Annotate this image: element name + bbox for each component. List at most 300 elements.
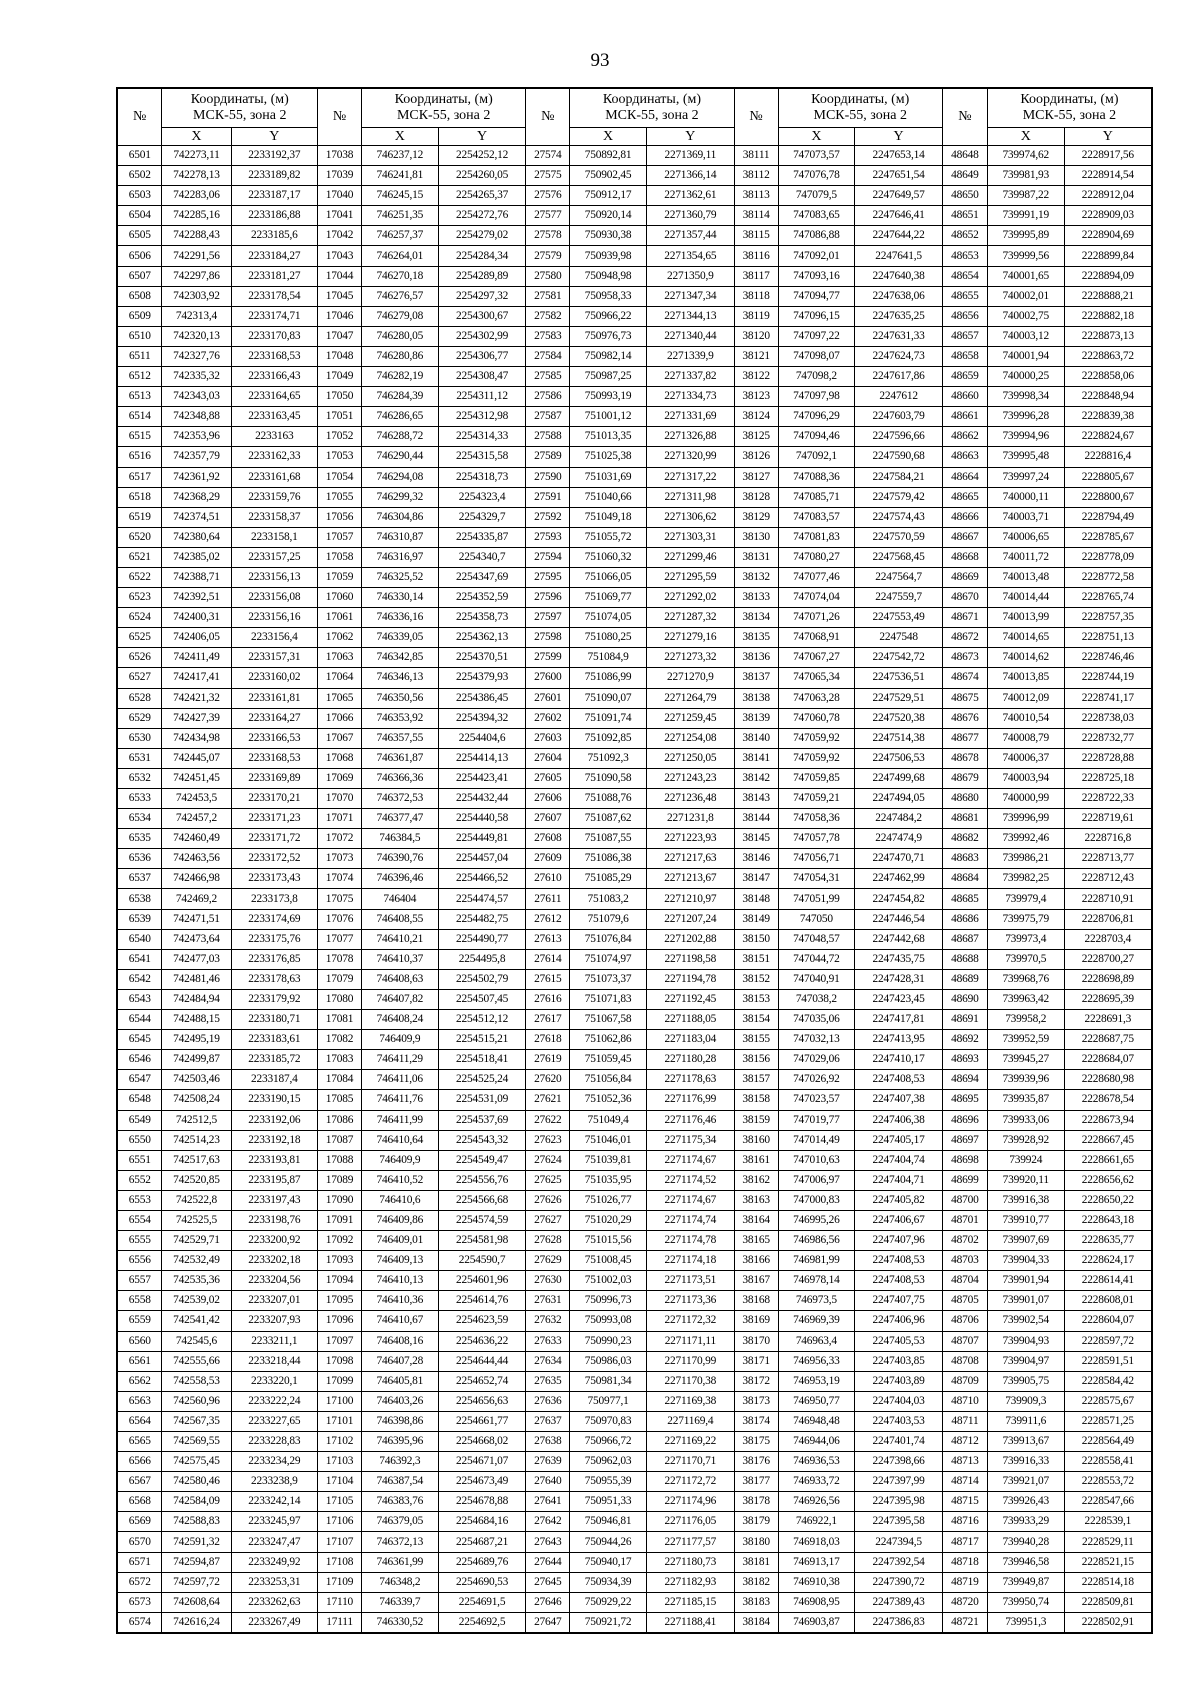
x-coordinate-cell: 739907,69 xyxy=(987,1231,1064,1251)
y-coordinate-cell: 2233164,27 xyxy=(231,708,318,728)
y-coordinate-cell: 2247395,98 xyxy=(855,1492,943,1512)
point-number-cell: 6529 xyxy=(117,708,162,728)
x-coordinate-cell: 742503,46 xyxy=(162,1070,231,1090)
x-coordinate-cell: 746926,56 xyxy=(778,1492,855,1512)
y-coordinate-cell: 2228667,45 xyxy=(1064,1130,1152,1150)
point-number-cell: 6514 xyxy=(117,407,162,427)
y-coordinate-cell: 2233185,6 xyxy=(231,226,318,246)
x-coordinate-cell: 746995,26 xyxy=(778,1210,855,1230)
x-coordinate-cell: 746936,53 xyxy=(778,1452,855,1472)
y-coordinate-cell: 2228547,66 xyxy=(1064,1492,1152,1512)
y-coordinate-cell: 2254386,45 xyxy=(438,688,526,708)
y-coordinate-cell: 2271369,11 xyxy=(646,146,734,166)
x-coordinate-cell: 747051,99 xyxy=(778,889,855,909)
point-number-cell: 48693 xyxy=(942,1050,987,1070)
x-coordinate-cell: 747096,15 xyxy=(778,306,855,326)
point-number-cell: 48669 xyxy=(942,567,987,587)
y-coordinate-cell: 2233166,43 xyxy=(231,367,318,387)
table-row xyxy=(117,507,1152,527)
point-number-cell: 38147 xyxy=(734,869,778,889)
x-coordinate-cell: 746372,53 xyxy=(361,789,438,809)
point-number-cell: 48687 xyxy=(942,929,987,949)
x-coordinate-cell: 751049,18 xyxy=(570,507,647,527)
point-number-cell: 17048 xyxy=(318,346,362,366)
table-header xyxy=(117,88,1152,146)
y-coordinate-cell: 2233197,43 xyxy=(231,1190,318,1210)
y-coordinate-cell: 2247603,79 xyxy=(855,407,943,427)
point-number-cell: 6548 xyxy=(117,1090,162,1110)
point-number-cell: 27575 xyxy=(526,166,570,186)
number-column-header: № xyxy=(318,88,362,146)
x-coordinate-cell: 746944,06 xyxy=(778,1432,855,1452)
x-coordinate-cell: 751040,66 xyxy=(570,487,647,507)
x-coordinate-cell: 740013,48 xyxy=(987,567,1064,587)
y-coordinate-cell: 2228624,17 xyxy=(1064,1251,1152,1271)
point-number-cell: 48699 xyxy=(942,1170,987,1190)
y-coordinate-cell: 2254362,13 xyxy=(438,628,526,648)
x-coordinate-cell: 742471,51 xyxy=(162,909,231,929)
x-coordinate-cell: 746299,32 xyxy=(361,487,438,507)
y-coordinate-cell: 2271357,44 xyxy=(646,226,734,246)
x-coordinate-cell: 750955,39 xyxy=(570,1472,647,1492)
table-row xyxy=(117,728,1152,748)
x-coordinate-cell: 746922,1 xyxy=(778,1512,855,1532)
point-number-cell: 27602 xyxy=(526,708,570,728)
point-number-cell: 38141 xyxy=(734,748,778,768)
point-number-cell: 48706 xyxy=(942,1311,987,1331)
y-coordinate-cell: 2271174,52 xyxy=(646,1170,734,1190)
y-coordinate-cell: 2254252,12 xyxy=(438,146,526,166)
y-column-header: Y xyxy=(855,128,943,146)
x-coordinate-cell: 746377,47 xyxy=(361,809,438,829)
x-coordinate-cell: 739974,62 xyxy=(987,146,1064,166)
table-row xyxy=(117,1452,1152,1472)
x-coordinate-cell: 739999,56 xyxy=(987,246,1064,266)
y-coordinate-cell: 2271311,98 xyxy=(646,487,734,507)
point-number-cell: 17066 xyxy=(318,708,362,728)
point-number-cell: 27592 xyxy=(526,507,570,527)
point-number-cell: 27612 xyxy=(526,909,570,929)
y-coordinate-cell: 2247462,99 xyxy=(855,869,943,889)
x-coordinate-cell: 742421,32 xyxy=(162,688,231,708)
y-coordinate-cell: 2233156,08 xyxy=(231,588,318,608)
x-coordinate-cell: 751071,83 xyxy=(570,989,647,1009)
y-coordinate-cell: 2228732,77 xyxy=(1064,728,1152,748)
y-column-header: Y xyxy=(1064,128,1152,146)
y-coordinate-cell: 2271279,16 xyxy=(646,628,734,648)
x-coordinate-cell: 751090,58 xyxy=(570,768,647,788)
table-row xyxy=(117,1492,1152,1512)
point-number-cell: 27576 xyxy=(526,186,570,206)
x-coordinate-cell: 750930,38 xyxy=(570,226,647,246)
x-coordinate-cell: 739946,58 xyxy=(987,1552,1064,1572)
point-number-cell: 48649 xyxy=(942,166,987,186)
point-number-cell: 6547 xyxy=(117,1070,162,1090)
x-coordinate-cell: 739926,43 xyxy=(987,1492,1064,1512)
x-coordinate-cell: 751046,01 xyxy=(570,1130,647,1150)
y-coordinate-cell: 2247407,75 xyxy=(855,1291,943,1311)
y-coordinate-cell: 2233249,92 xyxy=(231,1552,318,1572)
point-number-cell: 27635 xyxy=(526,1371,570,1391)
point-number-cell: 38133 xyxy=(734,588,778,608)
x-coordinate-cell: 746282,19 xyxy=(361,367,438,387)
y-coordinate-cell: 2271202,88 xyxy=(646,929,734,949)
x-coordinate-cell: 751067,58 xyxy=(570,1010,647,1030)
y-coordinate-cell: 2228713,77 xyxy=(1064,849,1152,869)
point-number-cell: 27610 xyxy=(526,869,570,889)
x-coordinate-cell: 740014,62 xyxy=(987,648,1064,668)
x-coordinate-cell: 742580,46 xyxy=(162,1472,231,1492)
x-coordinate-cell: 742374,51 xyxy=(162,507,231,527)
table-row xyxy=(117,326,1152,346)
point-number-cell: 27627 xyxy=(526,1210,570,1230)
y-coordinate-cell: 2254300,67 xyxy=(438,306,526,326)
y-coordinate-cell: 2228509,81 xyxy=(1064,1592,1152,1612)
y-coordinate-cell: 2233162,33 xyxy=(231,447,318,467)
x-coordinate-cell: 750993,19 xyxy=(570,387,647,407)
y-coordinate-cell: 2271207,24 xyxy=(646,909,734,929)
point-number-cell: 48708 xyxy=(942,1351,987,1371)
point-number-cell: 6564 xyxy=(117,1411,162,1431)
x-coordinate-cell: 746279,08 xyxy=(361,306,438,326)
y-coordinate-cell: 2254556,76 xyxy=(438,1170,526,1190)
point-number-cell: 27589 xyxy=(526,447,570,467)
x-coordinate-cell: 739909,3 xyxy=(987,1391,1064,1411)
y-coordinate-cell: 2254671,07 xyxy=(438,1452,526,1472)
y-coordinate-cell: 2233267,49 xyxy=(231,1612,318,1633)
x-coordinate-cell: 739994,96 xyxy=(987,427,1064,447)
y-coordinate-cell: 2254394,32 xyxy=(438,708,526,728)
x-coordinate-cell: 751083,2 xyxy=(570,889,647,909)
y-coordinate-cell: 2254518,41 xyxy=(438,1050,526,1070)
point-number-cell: 17079 xyxy=(318,969,362,989)
x-coordinate-cell: 746969,39 xyxy=(778,1311,855,1331)
point-number-cell: 38177 xyxy=(734,1472,778,1492)
x-coordinate-cell: 751074,97 xyxy=(570,949,647,969)
y-coordinate-cell: 2228751,13 xyxy=(1064,628,1152,648)
point-number-cell: 48691 xyxy=(942,1010,987,1030)
point-number-cell: 38129 xyxy=(734,507,778,527)
point-number-cell: 27593 xyxy=(526,527,570,547)
table-row xyxy=(117,1432,1152,1452)
x-coordinate-cell: 750940,17 xyxy=(570,1552,647,1572)
y-coordinate-cell: 2254690,53 xyxy=(438,1572,526,1592)
point-number-cell: 6545 xyxy=(117,1030,162,1050)
x-coordinate-cell: 742525,5 xyxy=(162,1210,231,1230)
y-coordinate-cell: 2247408,53 xyxy=(855,1070,943,1090)
y-coordinate-cell: 2228858,06 xyxy=(1064,367,1152,387)
point-number-cell: 17052 xyxy=(318,427,362,447)
point-number-cell: 6512 xyxy=(117,367,162,387)
y-coordinate-cell: 2247574,43 xyxy=(855,507,943,527)
x-coordinate-cell: 747079,5 xyxy=(778,186,855,206)
y-coordinate-cell: 2271331,69 xyxy=(646,407,734,427)
x-coordinate-cell: 747050 xyxy=(778,909,855,929)
table-row xyxy=(117,688,1152,708)
point-number-cell: 48655 xyxy=(942,286,987,306)
x-coordinate-cell: 746270,18 xyxy=(361,266,438,286)
x-coordinate-cell: 747067,27 xyxy=(778,648,855,668)
y-coordinate-cell: 2247651,54 xyxy=(855,166,943,186)
point-number-cell: 38165 xyxy=(734,1231,778,1251)
y-coordinate-cell: 2271334,73 xyxy=(646,387,734,407)
coordinates-column-header: Координаты, (м) МСК-55, зона 2 xyxy=(361,88,525,128)
point-number-cell: 17040 xyxy=(318,186,362,206)
y-coordinate-cell: 2233207,01 xyxy=(231,1291,318,1311)
x-coordinate-cell: 747068,91 xyxy=(778,628,855,648)
x-coordinate-cell: 742451,45 xyxy=(162,768,231,788)
x-coordinate-cell: 747093,16 xyxy=(778,266,855,286)
x-coordinate-cell: 740012,09 xyxy=(987,688,1064,708)
x-coordinate-cell: 751062,86 xyxy=(570,1030,647,1050)
y-coordinate-cell: 2228643,18 xyxy=(1064,1210,1152,1230)
table-row xyxy=(117,226,1152,246)
point-number-cell: 38123 xyxy=(734,387,778,407)
y-coordinate-cell: 2254482,75 xyxy=(438,909,526,929)
point-number-cell: 48660 xyxy=(942,387,987,407)
y-coordinate-cell: 2233202,18 xyxy=(231,1251,318,1271)
x-coordinate-cell: 747094,46 xyxy=(778,427,855,447)
y-coordinate-cell: 2228725,18 xyxy=(1064,768,1152,788)
x-coordinate-cell: 747085,71 xyxy=(778,487,855,507)
x-coordinate-cell: 746411,99 xyxy=(361,1110,438,1130)
x-coordinate-cell: 742327,76 xyxy=(162,346,231,366)
point-number-cell: 17087 xyxy=(318,1130,362,1150)
point-number-cell: 17053 xyxy=(318,447,362,467)
y-coordinate-cell: 2233179,92 xyxy=(231,989,318,1009)
y-coordinate-cell: 2247641,5 xyxy=(855,246,943,266)
point-number-cell: 38114 xyxy=(734,206,778,226)
table-row xyxy=(117,427,1152,447)
point-number-cell: 48716 xyxy=(942,1512,987,1532)
table-row xyxy=(117,1090,1152,1110)
point-number-cell: 17086 xyxy=(318,1110,362,1130)
y-coordinate-cell: 2228772,58 xyxy=(1064,567,1152,587)
table-row xyxy=(117,1170,1152,1190)
point-number-cell: 27617 xyxy=(526,1010,570,1030)
point-number-cell: 27624 xyxy=(526,1150,570,1170)
point-number-cell: 48671 xyxy=(942,608,987,628)
y-coordinate-cell: 2247407,96 xyxy=(855,1231,943,1251)
x-coordinate-cell: 746350,56 xyxy=(361,688,438,708)
x-coordinate-cell: 746411,76 xyxy=(361,1090,438,1110)
point-number-cell: 48710 xyxy=(942,1391,987,1411)
y-coordinate-cell: 2228805,67 xyxy=(1064,467,1152,487)
x-coordinate-cell: 746361,87 xyxy=(361,748,438,768)
y-coordinate-cell: 2228863,72 xyxy=(1064,346,1152,366)
point-number-cell: 17060 xyxy=(318,588,362,608)
y-coordinate-cell: 2271180,28 xyxy=(646,1050,734,1070)
y-coordinate-cell: 2254692,5 xyxy=(438,1612,526,1633)
y-coordinate-cell: 2254440,58 xyxy=(438,809,526,829)
x-coordinate-cell: 739949,87 xyxy=(987,1572,1064,1592)
x-coordinate-cell: 746410,52 xyxy=(361,1170,438,1190)
x-coordinate-cell: 746257,37 xyxy=(361,226,438,246)
table-row xyxy=(117,1351,1152,1371)
x-coordinate-cell: 747083,57 xyxy=(778,507,855,527)
x-coordinate-cell: 751066,05 xyxy=(570,567,647,587)
y-coordinate-cell: 2254284,34 xyxy=(438,246,526,266)
y-coordinate-cell: 2233171,72 xyxy=(231,829,318,849)
x-coordinate-cell: 746366,36 xyxy=(361,768,438,788)
x-coordinate-cell: 746304,86 xyxy=(361,507,438,527)
point-number-cell: 38172 xyxy=(734,1371,778,1391)
point-number-cell: 38173 xyxy=(734,1391,778,1411)
x-coordinate-cell: 739997,24 xyxy=(987,467,1064,487)
y-coordinate-cell: 2247514,38 xyxy=(855,728,943,748)
y-coordinate-cell: 2247403,85 xyxy=(855,1351,943,1371)
x-coordinate-cell: 740014,65 xyxy=(987,628,1064,648)
x-coordinate-cell: 746953,19 xyxy=(778,1371,855,1391)
y-coordinate-cell: 2233174,71 xyxy=(231,306,318,326)
point-number-cell: 27586 xyxy=(526,387,570,407)
point-number-cell: 17075 xyxy=(318,889,362,909)
x-coordinate-cell: 747019,77 xyxy=(778,1110,855,1130)
point-number-cell: 38130 xyxy=(734,527,778,547)
x-coordinate-cell: 751080,25 xyxy=(570,628,647,648)
x-coordinate-cell: 747048,57 xyxy=(778,929,855,949)
point-number-cell: 6571 xyxy=(117,1552,162,1572)
point-number-cell: 6553 xyxy=(117,1190,162,1210)
y-coordinate-cell: 2271171,11 xyxy=(646,1331,734,1351)
x-coordinate-cell: 742495,19 xyxy=(162,1030,231,1050)
y-coordinate-cell: 2247484,2 xyxy=(855,809,943,829)
y-coordinate-cell: 2271306,62 xyxy=(646,507,734,527)
point-number-cell: 17100 xyxy=(318,1391,362,1411)
x-coordinate-cell: 746409,13 xyxy=(361,1251,438,1271)
x-coordinate-cell: 742343,03 xyxy=(162,387,231,407)
point-number-cell: 6531 xyxy=(117,748,162,768)
point-number-cell: 38181 xyxy=(734,1552,778,1572)
x-coordinate-cell: 746251,35 xyxy=(361,206,438,226)
x-coordinate-cell: 746316,97 xyxy=(361,547,438,567)
y-coordinate-cell: 2228661,65 xyxy=(1064,1150,1152,1170)
y-coordinate-cell: 2254279,02 xyxy=(438,226,526,246)
point-number-cell: 38140 xyxy=(734,728,778,748)
x-coordinate-cell: 747054,31 xyxy=(778,869,855,889)
y-coordinate-cell: 2228914,54 xyxy=(1064,166,1152,186)
point-number-cell: 6522 xyxy=(117,567,162,587)
x-coordinate-cell: 746956,33 xyxy=(778,1351,855,1371)
y-coordinate-cell: 2233174,69 xyxy=(231,909,318,929)
y-coordinate-cell: 2254574,59 xyxy=(438,1210,526,1230)
table-row xyxy=(117,1030,1152,1050)
point-number-cell: 38146 xyxy=(734,849,778,869)
y-coordinate-cell: 2228703,4 xyxy=(1064,929,1152,949)
x-coordinate-cell: 742539,02 xyxy=(162,1291,231,1311)
number-column-header: № xyxy=(734,88,778,146)
y-coordinate-cell: 2254512,12 xyxy=(438,1010,526,1030)
point-number-cell: 38144 xyxy=(734,809,778,829)
x-coordinate-cell: 742514,23 xyxy=(162,1130,231,1150)
point-number-cell: 38170 xyxy=(734,1331,778,1351)
x-coordinate-cell: 742481,46 xyxy=(162,969,231,989)
x-coordinate-cell: 739935,87 xyxy=(987,1090,1064,1110)
y-coordinate-cell: 2254590,7 xyxy=(438,1251,526,1271)
x-coordinate-cell: 751092,3 xyxy=(570,748,647,768)
x-coordinate-cell: 746384,5 xyxy=(361,829,438,849)
x-coordinate-cell: 746392,3 xyxy=(361,1452,438,1472)
y-coordinate-cell: 2247570,59 xyxy=(855,527,943,547)
point-number-cell: 27587 xyxy=(526,407,570,427)
point-number-cell: 27615 xyxy=(526,969,570,989)
x-coordinate-cell: 750976,73 xyxy=(570,326,647,346)
x-coordinate-cell: 742460,49 xyxy=(162,829,231,849)
point-number-cell: 6507 xyxy=(117,266,162,286)
y-coordinate-cell: 2254265,37 xyxy=(438,186,526,206)
y-coordinate-cell: 2247435,75 xyxy=(855,949,943,969)
x-coordinate-cell: 742508,24 xyxy=(162,1090,231,1110)
point-number-cell: 48712 xyxy=(942,1432,987,1452)
table-row xyxy=(117,648,1152,668)
table-row xyxy=(117,1110,1152,1130)
y-coordinate-cell: 2254490,77 xyxy=(438,929,526,949)
y-coordinate-cell: 2247442,68 xyxy=(855,929,943,949)
point-number-cell: 17101 xyxy=(318,1411,362,1431)
table-row xyxy=(117,166,1152,186)
y-coordinate-cell: 2228700,27 xyxy=(1064,949,1152,969)
y-coordinate-cell: 2247644,22 xyxy=(855,226,943,246)
point-number-cell: 48694 xyxy=(942,1070,987,1090)
point-number-cell: 27601 xyxy=(526,688,570,708)
x-coordinate-cell: 739951,3 xyxy=(987,1612,1064,1633)
x-coordinate-cell: 740014,44 xyxy=(987,588,1064,608)
y-coordinate-cell: 2254370,51 xyxy=(438,648,526,668)
x-coordinate-cell: 747073,57 xyxy=(778,146,855,166)
y-coordinate-cell: 2254308,47 xyxy=(438,367,526,387)
point-number-cell: 48685 xyxy=(942,889,987,909)
x-coordinate-cell: 739916,38 xyxy=(987,1190,1064,1210)
y-coordinate-cell: 2233169,89 xyxy=(231,768,318,788)
x-coordinate-cell: 746390,76 xyxy=(361,849,438,869)
x-coordinate-cell: 739996,28 xyxy=(987,407,1064,427)
point-number-cell: 17071 xyxy=(318,809,362,829)
y-coordinate-cell: 2271270,9 xyxy=(646,668,734,688)
table-row xyxy=(117,527,1152,547)
x-coordinate-cell: 751001,12 xyxy=(570,407,647,427)
point-number-cell: 38162 xyxy=(734,1170,778,1190)
table-row xyxy=(117,1130,1152,1150)
point-number-cell: 17047 xyxy=(318,326,362,346)
x-coordinate-cell: 746410,6 xyxy=(361,1190,438,1210)
table-row xyxy=(117,467,1152,487)
y-coordinate-cell: 2228521,15 xyxy=(1064,1552,1152,1572)
x-coordinate-cell: 742616,24 xyxy=(162,1612,231,1633)
y-coordinate-cell: 2271231,8 xyxy=(646,809,734,829)
x-coordinate-cell: 746396,46 xyxy=(361,869,438,889)
point-number-cell: 27595 xyxy=(526,567,570,587)
y-coordinate-cell: 2247404,03 xyxy=(855,1391,943,1411)
point-number-cell: 38176 xyxy=(734,1452,778,1472)
point-number-cell: 17099 xyxy=(318,1371,362,1391)
x-coordinate-cell: 746325,52 xyxy=(361,567,438,587)
x-coordinate-cell: 742285,16 xyxy=(162,206,231,226)
point-number-cell: 6569 xyxy=(117,1512,162,1532)
y-coordinate-cell: 2228894,09 xyxy=(1064,266,1152,286)
point-number-cell: 48707 xyxy=(942,1331,987,1351)
x-coordinate-cell: 746310,87 xyxy=(361,527,438,547)
point-number-cell: 38113 xyxy=(734,186,778,206)
point-number-cell: 48656 xyxy=(942,306,987,326)
x-coordinate-cell: 739924 xyxy=(987,1150,1064,1170)
x-coordinate-cell: 751049,4 xyxy=(570,1110,647,1130)
point-number-cell: 6550 xyxy=(117,1130,162,1150)
x-coordinate-cell: 742313,4 xyxy=(162,306,231,326)
x-coordinate-cell: 739933,29 xyxy=(987,1512,1064,1532)
x-coordinate-cell: 742591,32 xyxy=(162,1532,231,1552)
y-coordinate-cell: 2228706,81 xyxy=(1064,909,1152,929)
point-number-cell: 27605 xyxy=(526,768,570,788)
